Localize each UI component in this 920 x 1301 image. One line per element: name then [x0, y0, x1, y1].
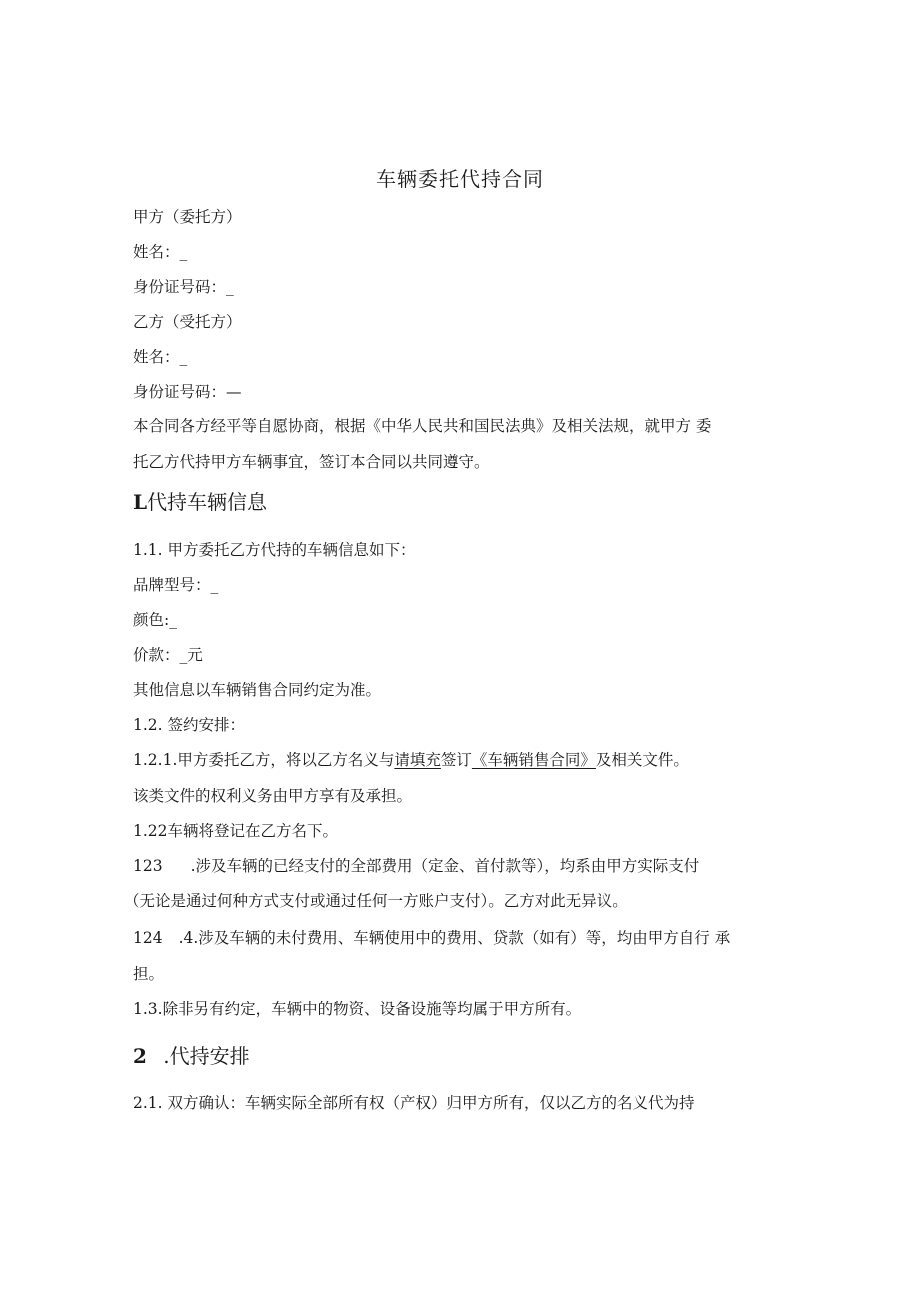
other-info: 其他信息以车辆销售合同约定为准。	[133, 681, 382, 699]
clause-1-22: 1.22车辆将登记在乙方名下。	[133, 822, 339, 840]
clause-124	[133, 926, 730, 948]
vehicle-color: 颜色:_	[133, 611, 177, 629]
contract-name: 《车辆销售合同》	[471, 751, 596, 769]
intro-line-2: 托乙方代持甲方车辆事宜，签订本合同以共同遵守。	[133, 453, 490, 471]
section-1-number: L	[133, 490, 148, 514]
clause-1-2-1	[133, 748, 689, 770]
clause-123-continued: （无论是通过何种方式支付或通过任何一方账户支付）。乙方对此无异议。	[124, 892, 628, 910]
section-2-number: 2	[133, 1044, 147, 1068]
clause-123-text: .涉及车辆的已经支付的全部费用（定金、首付款等），均系由甲方实际支付	[190, 857, 700, 875]
clause-124-number: 124	[133, 929, 163, 947]
intro-line-1: 本合同各方经平等自愿协商，根据《中华人民共和国民法典》及相关法规，就甲方 委	[133, 417, 712, 435]
vehicle-price: 价款：_元	[133, 646, 203, 664]
section-2-heading	[133, 1040, 250, 1069]
clause-1-2: 1.2. 签约安排：	[133, 716, 246, 734]
clause-123-number: 123	[133, 857, 163, 875]
clause-1-2-1-text-c: 及相关文件。	[595, 751, 689, 769]
clause-123	[133, 854, 699, 876]
party-a-id: 身份证号码：_	[133, 278, 234, 296]
section-1-heading	[133, 486, 267, 515]
clause-1-2-1-text-a: 1.2.1.甲方委托乙方，将以乙方名义与	[133, 751, 395, 769]
party-a-name: 姓名：_	[133, 243, 188, 261]
fill-in-field: 请填充	[394, 751, 441, 769]
section-1-title: 代持车辆信息	[147, 490, 268, 514]
section-2-title: .代持安排	[156, 1044, 250, 1068]
clause-1-3: 1.3.除非另有约定，车辆中的物资、设备设施等均属于甲方所有。	[133, 1000, 582, 1018]
clause-124-text: .4.涉及车辆的未付费用、车辆使用中的费用、贷款（如有）等，均由甲方自行 承	[178, 929, 731, 947]
vehicle-brand: 品牌型号：_	[133, 576, 219, 594]
party-b-name: 姓名：_	[133, 348, 188, 366]
party-a-heading: 甲方（委托方）	[133, 208, 242, 226]
document-title: 车辆委托代持合同	[376, 167, 544, 191]
clause-1-1: 1.1. 甲方委托乙方代持的车辆信息如下：	[133, 541, 416, 559]
clause-1-2-1-continued: 该类文件的权利义务由甲方享有及承担。	[133, 787, 413, 805]
clause-1-2-1-text-b: 签订	[440, 751, 472, 769]
party-b-heading: 乙方（受托方）	[133, 313, 242, 331]
clause-124-continued: 担。	[133, 965, 165, 983]
party-b-id: 身份证号码：—	[133, 383, 242, 401]
clause-2-1: 2.1. 双方确认：车辆实际全部所有权（产权）归甲方所有，仅以乙方的名义代为持	[133, 1094, 695, 1112]
